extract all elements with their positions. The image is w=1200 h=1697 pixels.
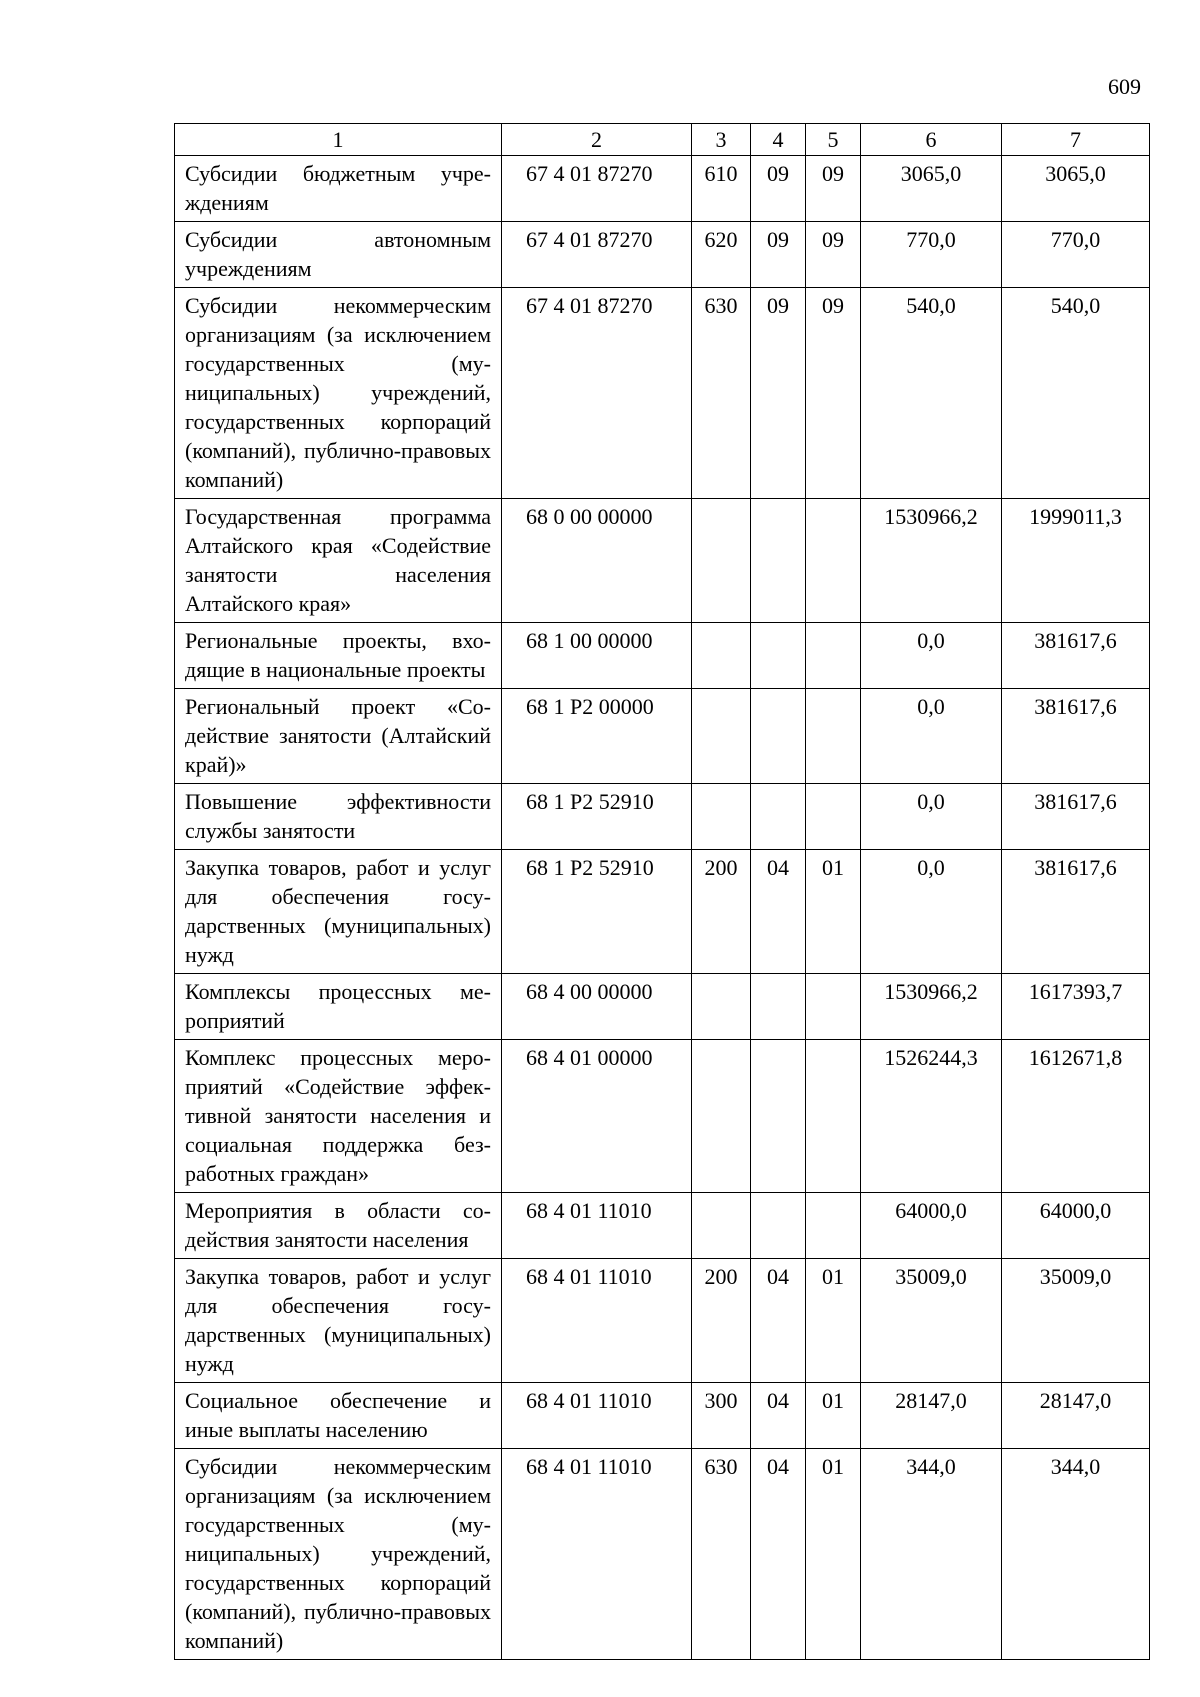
row-name-cell: Государственная программа Алтайского края «Содействие занятости населения Алтайского края» <box>175 499 502 623</box>
row-type-cell: 610 <box>692 156 751 222</box>
table-row <box>175 689 1150 784</box>
row-amount-cell: 3065,0 <box>861 156 1002 222</box>
row-code-cell: 68 1 00 00000 <box>502 623 692 689</box>
row-amount-cell: 1526244,3 <box>861 1040 1002 1193</box>
row-amount-cell: 770,0 <box>861 222 1002 288</box>
row-amount-cell: 344,0 <box>861 1449 1002 1660</box>
table-header-row <box>175 124 1150 156</box>
table-row <box>175 1259 1150 1383</box>
row-code-cell: 68 1 P2 52910 <box>502 784 692 850</box>
row-type-cell: 620 <box>692 222 751 288</box>
row-amount-cell: 64000,0 <box>861 1193 1002 1259</box>
row-code-cell: 68 4 01 11010 <box>502 1383 692 1449</box>
table-row <box>175 1449 1150 1660</box>
row-amount-cell: 28147,0 <box>861 1383 1002 1449</box>
row-amount-cell: 770,0 <box>1002 222 1150 288</box>
row-section-cell: 04 <box>751 1449 806 1660</box>
row-amount-cell: 381617,6 <box>1002 850 1150 974</box>
row-code-cell: 68 4 01 11010 <box>502 1259 692 1383</box>
row-code-cell: 68 4 01 11010 <box>502 1193 692 1259</box>
row-name-cell: Субсидии некоммерческим организациям (за исключением государственных (муниципальных) учреждений, государственных корпораций (компаний), публично-правовых компаний) <box>175 1449 502 1660</box>
row-type-cell: 200 <box>692 1259 751 1383</box>
row-name-cell: Комплекс процессных мероприятий «Содействие эффективной занятости населения и социальная поддержка безработных граждан» <box>175 1040 502 1193</box>
column-header: 3 <box>692 124 751 156</box>
row-code-cell: 68 1 P2 00000 <box>502 689 692 784</box>
column-header: 4 <box>751 124 806 156</box>
row-amount-cell: 3065,0 <box>1002 156 1150 222</box>
row-subsection-cell <box>806 499 861 623</box>
row-type-cell <box>692 974 751 1040</box>
row-name-cell: Региональные проекты, входящие в национальные проекты <box>175 623 502 689</box>
row-amount-cell: 0,0 <box>861 689 1002 784</box>
table-row <box>175 1383 1150 1449</box>
row-name-cell: Субсидии бюджетным учреждениям <box>175 156 502 222</box>
row-name-cell: Закупка товаров, работ и услуг для обеспечения государственных (муниципальных) нужд <box>175 1259 502 1383</box>
row-amount-cell: 381617,6 <box>1002 623 1150 689</box>
row-type-cell: 200 <box>692 850 751 974</box>
row-type-cell <box>692 689 751 784</box>
row-amount-cell: 381617,6 <box>1002 689 1150 784</box>
table-body <box>175 156 1150 1660</box>
row-type-cell <box>692 1040 751 1193</box>
table-row <box>175 623 1150 689</box>
row-subsection-cell: 09 <box>806 288 861 499</box>
column-header: 7 <box>1002 124 1150 156</box>
table-row <box>175 288 1150 499</box>
row-code-cell: 68 4 01 00000 <box>502 1040 692 1193</box>
row-type-cell: 300 <box>692 1383 751 1449</box>
row-name-cell: Региональный проект «Содействие занятости (Алтайский край)» <box>175 689 502 784</box>
row-name-cell: Закупка товаров, работ и услуг для обеспечения государственных (муниципальных) нужд <box>175 850 502 974</box>
row-amount-cell: 28147,0 <box>1002 1383 1150 1449</box>
row-subsection-cell: 01 <box>806 850 861 974</box>
table-row <box>175 222 1150 288</box>
row-code-cell: 68 4 00 00000 <box>502 974 692 1040</box>
table-row <box>175 1040 1150 1193</box>
row-name-cell: Повышение эффективности службы занятости <box>175 784 502 850</box>
table-row <box>175 784 1150 850</box>
row-subsection-cell <box>806 689 861 784</box>
row-type-cell <box>692 784 751 850</box>
row-subsection-cell: 01 <box>806 1449 861 1660</box>
row-name-cell: Мероприятия в области содействия занятости населения <box>175 1193 502 1259</box>
row-subsection-cell <box>806 1193 861 1259</box>
row-type-cell <box>692 1193 751 1259</box>
column-header: 5 <box>806 124 861 156</box>
row-code-cell: 67 4 01 87270 <box>502 156 692 222</box>
row-subsection-cell: 01 <box>806 1259 861 1383</box>
row-section-cell: 04 <box>751 1259 806 1383</box>
row-subsection-cell: 09 <box>806 222 861 288</box>
row-code-cell: 67 4 01 87270 <box>502 288 692 499</box>
table-row <box>175 499 1150 623</box>
row-amount-cell: 1999011,3 <box>1002 499 1150 623</box>
row-type-cell: 630 <box>692 1449 751 1660</box>
row-section-cell: 04 <box>751 1383 806 1449</box>
row-section-cell: 09 <box>751 288 806 499</box>
row-amount-cell: 540,0 <box>1002 288 1150 499</box>
row-type-cell <box>692 499 751 623</box>
row-subsection-cell <box>806 1040 861 1193</box>
row-subsection-cell: 01 <box>806 1383 861 1449</box>
row-amount-cell: 540,0 <box>861 288 1002 499</box>
row-amount-cell: 0,0 <box>861 623 1002 689</box>
row-subsection-cell <box>806 974 861 1040</box>
row-amount-cell: 344,0 <box>1002 1449 1150 1660</box>
column-header: 1 <box>175 124 502 156</box>
row-amount-cell: 0,0 <box>861 784 1002 850</box>
row-amount-cell: 381617,6 <box>1002 784 1150 850</box>
row-code-cell: 68 4 01 11010 <box>502 1449 692 1660</box>
page-number: 609 <box>1108 74 1141 99</box>
table-row <box>175 850 1150 974</box>
row-section-cell <box>751 784 806 850</box>
row-type-cell <box>692 623 751 689</box>
row-section-cell <box>751 623 806 689</box>
row-name-cell: Субсидии автономным учреждениям <box>175 222 502 288</box>
row-amount-cell: 35009,0 <box>1002 1259 1150 1383</box>
column-header: 2 <box>502 124 692 156</box>
table-row <box>175 1193 1150 1259</box>
row-section-cell <box>751 689 806 784</box>
row-name-cell: Субсидии некоммерческим организациям (за исключением государственных (муниципальных) учреждений, государственных корпораций (компаний), публично-правовых компаний) <box>175 288 502 499</box>
row-code-cell: 67 4 01 87270 <box>502 222 692 288</box>
row-subsection-cell: 09 <box>806 156 861 222</box>
row-section-cell <box>751 974 806 1040</box>
row-section-cell <box>751 499 806 623</box>
budget-table <box>174 123 1150 1660</box>
row-amount-cell: 1530966,2 <box>861 974 1002 1040</box>
row-subsection-cell <box>806 784 861 850</box>
row-amount-cell: 1530966,2 <box>861 499 1002 623</box>
row-amount-cell: 0,0 <box>861 850 1002 974</box>
row-amount-cell: 1612671,8 <box>1002 1040 1150 1193</box>
row-section-cell <box>751 1193 806 1259</box>
column-header: 6 <box>861 124 1002 156</box>
row-amount-cell: 35009,0 <box>861 1259 1002 1383</box>
row-section-cell: 09 <box>751 156 806 222</box>
row-amount-cell: 64000,0 <box>1002 1193 1150 1259</box>
table-row <box>175 974 1150 1040</box>
row-amount-cell: 1617393,7 <box>1002 974 1150 1040</box>
table-row <box>175 156 1150 222</box>
row-code-cell: 68 0 00 00000 <box>502 499 692 623</box>
row-subsection-cell <box>806 623 861 689</box>
row-type-cell: 630 <box>692 288 751 499</box>
row-code-cell: 68 1 P2 52910 <box>502 850 692 974</box>
row-name-cell: Социальное обеспечение и иные выплаты населению <box>175 1383 502 1449</box>
row-name-cell: Комплексы процессных мероприятий <box>175 974 502 1040</box>
row-section-cell <box>751 1040 806 1193</box>
row-section-cell: 09 <box>751 222 806 288</box>
row-section-cell: 04 <box>751 850 806 974</box>
